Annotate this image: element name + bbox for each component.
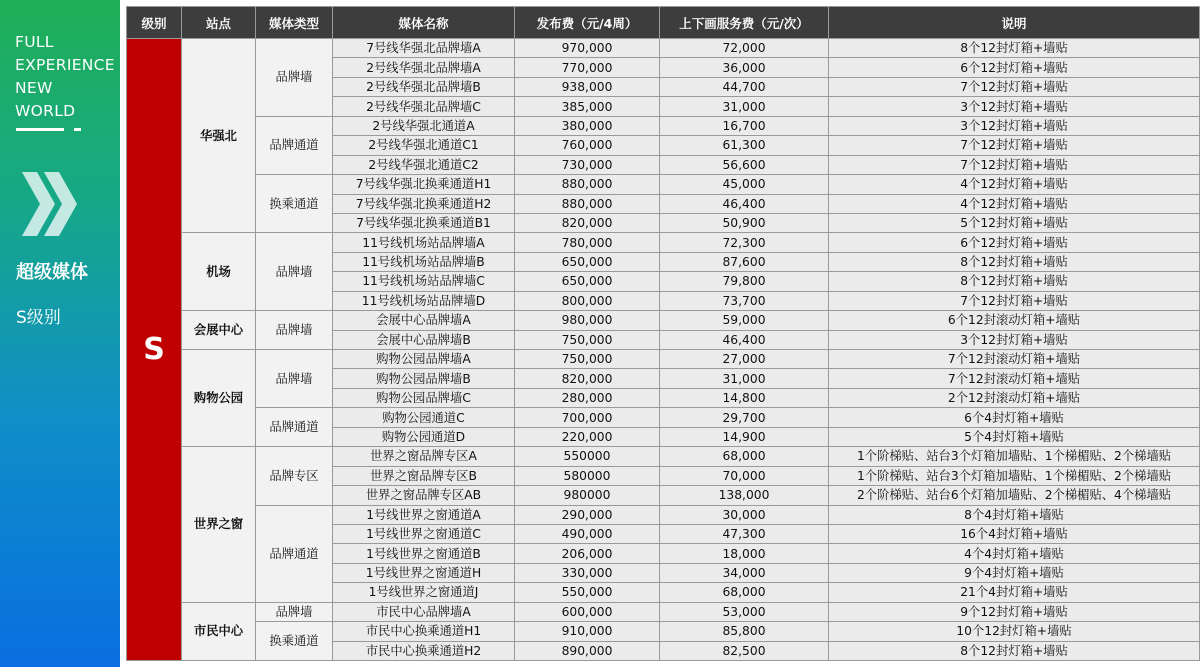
publish-fee-cell: 760,000	[515, 136, 660, 155]
description-cell: 6个4封灯箱+墙贴	[829, 408, 1200, 427]
media-name-cell: 2号线华强北通道A	[333, 116, 515, 135]
publish-fee-cell: 880,000	[515, 175, 660, 194]
service-fee-cell: 68,000	[660, 583, 829, 602]
media-name-cell: 购物公园品牌墙B	[333, 369, 515, 388]
media-type-cell: 品牌墙	[256, 350, 333, 408]
media-name-cell: 7号线华强北品牌墙A	[333, 39, 515, 58]
media-name-cell: 2号线华强北通道C1	[333, 136, 515, 155]
media-name-cell: 11号线机场站品牌墙C	[333, 272, 515, 291]
media-name-cell: 7号线华强北换乘通道H1	[333, 175, 515, 194]
publish-fee-cell: 970,000	[515, 39, 660, 58]
media-name-cell: 会展中心品牌墙B	[333, 330, 515, 349]
sidebar	[0, 0, 120, 667]
table-row	[127, 175, 1200, 194]
media-type-cell: 品牌通道	[256, 408, 333, 447]
table-header-row	[127, 7, 1200, 39]
description-cell: 1个阶梯贴、站台3个灯箱加墙贴、1个梯楣贴、2个梯墙贴	[829, 466, 1200, 485]
table-body	[127, 39, 1200, 661]
publish-fee-cell: 600,000	[515, 602, 660, 621]
media-name-cell: 购物公园通道D	[333, 427, 515, 446]
media-name-cell: 会展中心品牌墙A	[333, 311, 515, 330]
service-fee-cell: 45,000	[660, 175, 829, 194]
description-cell: 8个12封灯箱+墙贴	[829, 641, 1200, 660]
table-row	[127, 311, 1200, 330]
description-cell: 4个4封灯箱+墙贴	[829, 544, 1200, 563]
publish-fee-cell: 820,000	[515, 369, 660, 388]
media-name-cell: 购物公园通道C	[333, 408, 515, 427]
media-name-cell: 2号线华强北品牌墙C	[333, 97, 515, 116]
publish-fee-cell: 800,000	[515, 291, 660, 310]
media-type-cell: 换乘通道	[256, 175, 333, 233]
publish-fee-cell: 550,000	[515, 583, 660, 602]
publish-fee-cell: 385,000	[515, 97, 660, 116]
media-name-cell: 购物公园品牌墙A	[333, 350, 515, 369]
publish-fee-cell: 750,000	[515, 350, 660, 369]
media-name-cell: 1号线世界之窗通道A	[333, 505, 515, 524]
table-row	[127, 350, 1200, 369]
description-cell: 1个阶梯贴、站台3个灯箱加墙贴、1个梯楣贴、2个梯墙贴	[829, 447, 1200, 466]
description-cell: 21个4封灯箱+墙贴	[829, 583, 1200, 602]
media-name-cell: 市民中心品牌墙A	[333, 602, 515, 621]
service-fee-cell: 68,000	[660, 447, 829, 466]
publish-fee-cell: 730,000	[515, 155, 660, 174]
media-table-container	[126, 6, 1199, 661]
slogan-line: NEW	[15, 79, 53, 97]
media-name-cell: 世界之窗品牌专区B	[333, 466, 515, 485]
header-media-type: 媒体类型	[256, 7, 333, 39]
publish-fee-cell: 550000	[515, 447, 660, 466]
media-name-cell: 11号线机场站品牌墙A	[333, 233, 515, 252]
service-fee-cell: 82,500	[660, 641, 829, 660]
media-name-cell: 11号线机场站品牌墙B	[333, 252, 515, 271]
description-cell: 5个12封灯箱+墙贴	[829, 213, 1200, 232]
description-cell: 8个12封灯箱+墙贴	[829, 39, 1200, 58]
publish-fee-cell: 220,000	[515, 427, 660, 446]
service-fee-cell: 34,000	[660, 563, 829, 582]
description-cell: 3个12封灯箱+墙贴	[829, 116, 1200, 135]
media-type-cell: 品牌专区	[256, 447, 333, 505]
media-name-cell: 世界之窗品牌专区A	[333, 447, 515, 466]
publish-fee-cell: 580000	[515, 466, 660, 485]
service-fee-cell: 18,000	[660, 544, 829, 563]
publish-fee-cell: 330,000	[515, 563, 660, 582]
media-type-cell: 品牌墙	[256, 602, 333, 621]
description-cell: 8个12封灯箱+墙贴	[829, 252, 1200, 271]
publish-fee-cell: 380,000	[515, 116, 660, 135]
description-cell: 9个12封灯箱+墙贴	[829, 602, 1200, 621]
publish-fee-cell: 280,000	[515, 388, 660, 407]
media-name-cell: 7号线华强北换乘通道H2	[333, 194, 515, 213]
media-name-cell: 2号线华强北品牌墙A	[333, 58, 515, 77]
slogan-underline	[16, 128, 81, 131]
service-fee-cell: 30,000	[660, 505, 829, 524]
header-publish-fee: 发布费（元/4周）	[515, 7, 660, 39]
description-cell: 7个12封滚动灯箱+墙贴	[829, 350, 1200, 369]
media-type-cell: 品牌通道	[256, 505, 333, 602]
header-service-fee: 上下画服务费（元/次）	[660, 7, 829, 39]
description-cell: 16个4封灯箱+墙贴	[829, 524, 1200, 543]
table-row	[127, 602, 1200, 621]
underline-short	[74, 128, 81, 131]
description-cell: 4个12封灯箱+墙贴	[829, 194, 1200, 213]
service-fee-cell: 14,900	[660, 427, 829, 446]
publish-fee-cell: 290,000	[515, 505, 660, 524]
publish-fee-cell: 910,000	[515, 622, 660, 641]
description-cell: 2个阶梯贴、站台6个灯箱加墙贴、2个梯楣贴、4个梯墙贴	[829, 486, 1200, 505]
publish-fee-cell: 490,000	[515, 524, 660, 543]
service-fee-cell: 14,800	[660, 388, 829, 407]
section-subtitle: S级别	[16, 308, 61, 328]
service-fee-cell: 138,000	[660, 486, 829, 505]
service-fee-cell: 29,700	[660, 408, 829, 427]
description-cell: 5个4封灯箱+墙贴	[829, 427, 1200, 446]
media-name-cell: 1号线世界之窗通道J	[333, 583, 515, 602]
service-fee-cell: 73,700	[660, 291, 829, 310]
description-cell: 4个12封灯箱+墙贴	[829, 175, 1200, 194]
service-fee-cell: 61,300	[660, 136, 829, 155]
service-fee-cell: 70,000	[660, 466, 829, 485]
level-cell: S	[127, 39, 182, 661]
table-row	[127, 408, 1200, 427]
publish-fee-cell: 770,000	[515, 58, 660, 77]
table-row	[127, 39, 1200, 58]
publish-fee-cell: 980000	[515, 486, 660, 505]
service-fee-cell: 46,400	[660, 330, 829, 349]
table-row	[127, 116, 1200, 135]
table-row	[127, 505, 1200, 524]
media-name-cell: 1号线世界之窗通道H	[333, 563, 515, 582]
publish-fee-cell: 890,000	[515, 641, 660, 660]
publish-fee-cell: 938,000	[515, 77, 660, 96]
media-type-cell: 品牌通道	[256, 116, 333, 174]
header-station: 站点	[182, 7, 256, 39]
media-type-cell: 换乘通道	[256, 622, 333, 661]
station-cell: 华强北	[182, 39, 256, 233]
service-fee-cell: 47,300	[660, 524, 829, 543]
description-cell: 10个12封灯箱+墙贴	[829, 622, 1200, 641]
section-title: 超级媒体	[16, 262, 88, 283]
publish-fee-cell: 980,000	[515, 311, 660, 330]
service-fee-cell: 72,000	[660, 39, 829, 58]
description-cell: 6个12封灯箱+墙贴	[829, 58, 1200, 77]
media-type-cell: 品牌墙	[256, 39, 333, 117]
service-fee-cell: 56,600	[660, 155, 829, 174]
header-media-name: 媒体名称	[333, 7, 515, 39]
media-name-cell: 市民中心换乘通道H1	[333, 622, 515, 641]
media-name-cell: 购物公园品牌墙C	[333, 388, 515, 407]
media-name-cell: 1号线世界之窗通道B	[333, 544, 515, 563]
publish-fee-cell: 650,000	[515, 252, 660, 271]
publish-fee-cell: 650,000	[515, 272, 660, 291]
station-cell: 会展中心	[182, 311, 256, 350]
description-cell: 8个12封灯箱+墙贴	[829, 272, 1200, 291]
media-name-cell: 7号线华强北换乘通道B1	[333, 213, 515, 232]
media-name-cell: 2号线华强北通道C2	[333, 155, 515, 174]
publish-fee-cell: 206,000	[515, 544, 660, 563]
service-fee-cell: 50,900	[660, 213, 829, 232]
service-fee-cell: 46,400	[660, 194, 829, 213]
slogan-line: FULL	[15, 33, 54, 51]
description-cell: 7个12封灯箱+墙贴	[829, 136, 1200, 155]
service-fee-cell: 16,700	[660, 116, 829, 135]
media-type-cell: 品牌墙	[256, 311, 333, 350]
description-cell: 3个12封灯箱+墙贴	[829, 330, 1200, 349]
station-cell: 世界之窗	[182, 447, 256, 603]
table-row	[127, 233, 1200, 252]
underline-long	[16, 128, 64, 131]
media-name-cell: 市民中心换乘通道H2	[333, 641, 515, 660]
service-fee-cell: 85,800	[660, 622, 829, 641]
station-cell: 购物公园	[182, 350, 256, 447]
description-cell: 9个4封灯箱+墙贴	[829, 563, 1200, 582]
publish-fee-cell: 780,000	[515, 233, 660, 252]
description-cell: 6个12封灯箱+墙贴	[829, 233, 1200, 252]
service-fee-cell: 87,600	[660, 252, 829, 271]
service-fee-cell: 59,000	[660, 311, 829, 330]
publish-fee-cell: 880,000	[515, 194, 660, 213]
header-level: 级别	[127, 7, 182, 39]
description-cell: 7个12封灯箱+墙贴	[829, 291, 1200, 310]
service-fee-cell: 31,000	[660, 369, 829, 388]
publish-fee-cell: 750,000	[515, 330, 660, 349]
service-fee-cell: 79,800	[660, 272, 829, 291]
service-fee-cell: 36,000	[660, 58, 829, 77]
station-cell: 机场	[182, 233, 256, 311]
service-fee-cell: 31,000	[660, 97, 829, 116]
media-name-cell: 2号线华强北品牌墙B	[333, 77, 515, 96]
description-cell: 7个12封灯箱+墙贴	[829, 77, 1200, 96]
description-cell: 6个12封滚动灯箱+墙贴	[829, 311, 1200, 330]
description-cell: 2个12封滚动灯箱+墙贴	[829, 388, 1200, 407]
service-fee-cell: 53,000	[660, 602, 829, 621]
publish-fee-cell: 700,000	[515, 408, 660, 427]
media-type-cell: 品牌墙	[256, 233, 333, 311]
service-fee-cell: 72,300	[660, 233, 829, 252]
slogan-line: WORLD	[15, 102, 76, 120]
media-name-cell: 11号线机场站品牌墙D	[333, 291, 515, 310]
service-fee-cell: 27,000	[660, 350, 829, 369]
description-cell: 3个12封灯箱+墙贴	[829, 97, 1200, 116]
table-row	[127, 622, 1200, 641]
media-name-cell: 1号线世界之窗通道C	[333, 524, 515, 543]
double-chevron-icon	[22, 172, 82, 236]
slogan	[15, 31, 115, 123]
media-name-cell: 世界之窗品牌专区AB	[333, 486, 515, 505]
publish-fee-cell: 820,000	[515, 213, 660, 232]
station-cell: 市民中心	[182, 602, 256, 660]
table-row	[127, 447, 1200, 466]
media-price-table	[126, 6, 1200, 661]
service-fee-cell: 44,700	[660, 77, 829, 96]
slogan-line: EXPERIENCE	[15, 56, 115, 74]
description-cell: 8个4封灯箱+墙贴	[829, 505, 1200, 524]
header-description: 说明	[829, 7, 1200, 39]
description-cell: 7个12封滚动灯箱+墙贴	[829, 369, 1200, 388]
description-cell: 7个12封灯箱+墙贴	[829, 155, 1200, 174]
